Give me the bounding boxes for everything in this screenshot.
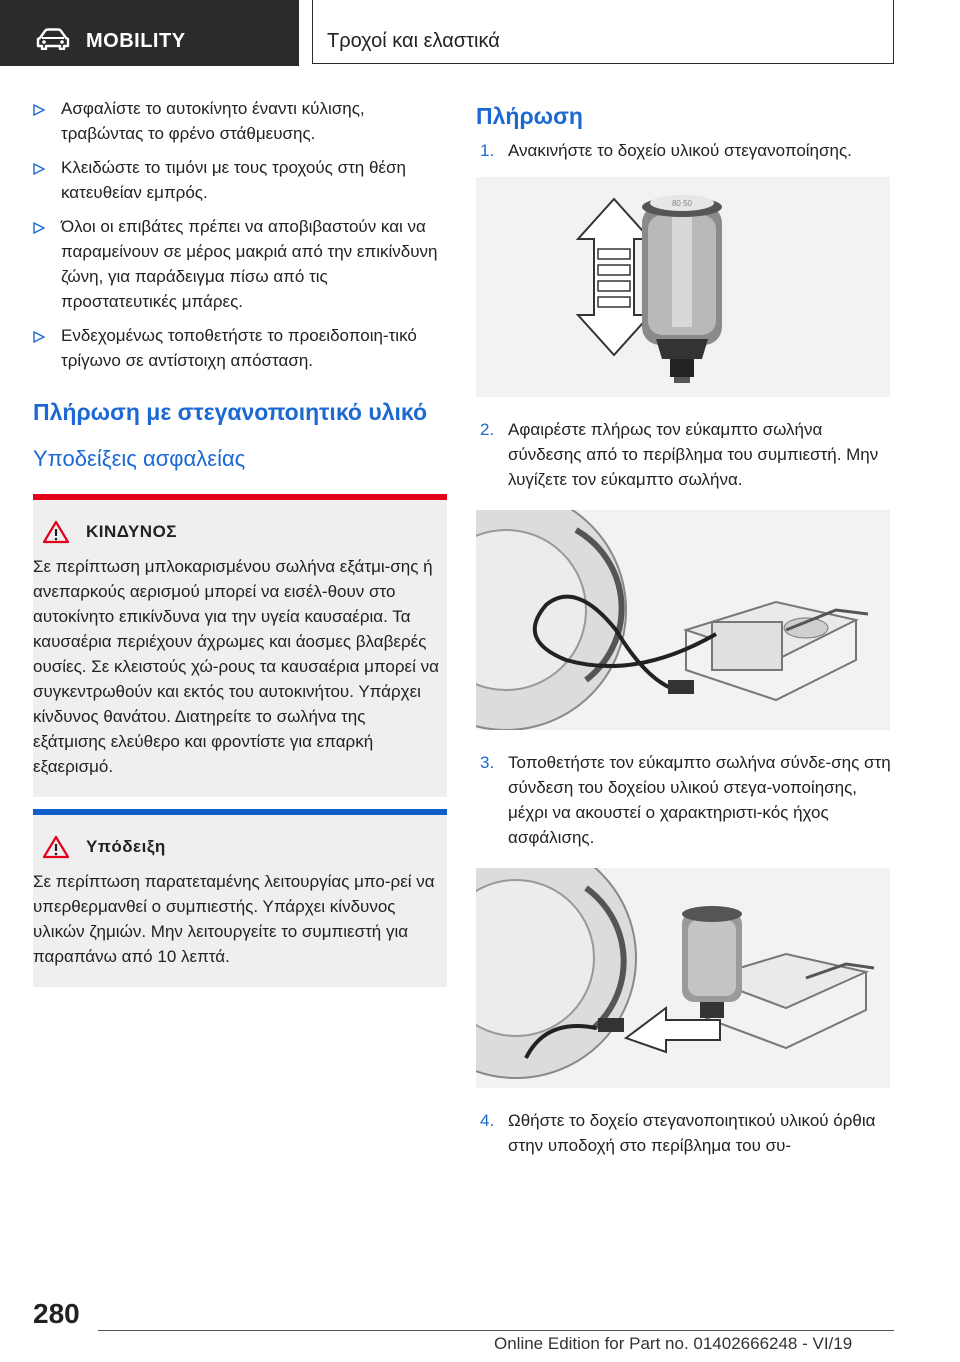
list-item [33,323,447,373]
bottle-label: 80 50 [671,199,693,208]
step-text: Τοποθετήστε τον εύκαμπτο σωλήνα σύνδε-σης στη σύνδεση του δοχείου υλικού στεγα-νοποίησης, μέχρι να ακουστεί ο χαρακτηριστι-κός ήχος ασφάλισης. [508,753,891,847]
note-text: Σε περίπτωση παρατεταμένης λειτουργίας μπο-ρεί να υπερθερμανθεί ο συμπιεστής. Υπάρχει κίνδυνος υλικών ζημιών. Μην λειτουργείτε το συμπιεστή για παραπάνω από 10 λεπτά. [33,872,435,966]
precaution-list [33,96,447,373]
step-item [476,417,892,492]
step-item [476,750,892,850]
list-item-text: Όλοι οι επιβάτες πρέπει να αποβιβαστούν και να παραμείνουν σε μέρος μακριά από την επικίνδυνη ζώνη, για παράδειγμα πίσω από τις προστατευτικές μπάρες. [61,217,438,311]
warning-triangle-icon [42,520,70,544]
list-item-text: Ασφαλίστε το αυτοκίνητο έναντι κύλισης, τραβώντας το φρένο στάθμευσης. [61,99,365,143]
right-column [476,96,892,1158]
warning-triangle-icon [42,835,70,859]
step-text: Αφαιρέστε πλήρως τον εύκαμπτο σωλήνα σύνδεσης από το περίβλημα του συμπιεστή. Μην λυγίζετε τον εύκαμπτο σωλήνα. [508,420,879,489]
top-bar [0,0,960,66]
step-item [476,1108,892,1158]
hose-illustration [476,510,890,730]
step-number: 4. [480,1111,495,1130]
section-tab[interactable] [312,0,894,64]
list-item-text: Κλειδώστε το τιμόνι με τους τροχούς στη θέση κατευθείαν εμπρός. [61,158,406,202]
step-number: 1. [480,141,495,160]
list-item [33,155,447,205]
step-number: 3. [480,753,495,772]
footer-divider [98,1330,894,1331]
list-item-text: Ενδεχομένως τοποθετήστε το προειδοποιη-τικό τρίγωνο σε αντίστοιχη απόσταση. [61,326,417,370]
page-number: 280 [33,1298,80,1329]
note-title: Υπόδειξη [86,837,166,856]
danger-box [33,494,447,797]
step-text: Ανακινήστε το δοχείο υλικού στεγανοποίησης. [508,141,852,160]
list-item [33,214,447,314]
step-text: Ωθήστε το δοχείο στεγανοποιητικού υλικού όρθια στην υποδοχή στο περίβλημα του συ- [508,1111,876,1155]
left-column [33,96,447,987]
section-title: Τροχοί και ελαστικά [327,30,500,52]
filling-heading: Πλήρωση [476,103,583,129]
step-item [476,138,892,163]
triangle-bullet-icon [33,163,45,175]
safety-subheading: Υποδείξεις ασφαλείας [33,446,246,471]
section-heading: Πλήρωση με στεγανοποιητικό υλικό [33,399,427,425]
triangle-bullet-icon [33,331,45,343]
connect-hose-illustration [476,868,890,1088]
danger-title: ΚΙΝΔΥΝΟΣ [86,522,177,541]
triangle-bullet-icon [33,222,45,234]
triangle-bullet-icon [33,104,45,116]
shake-bottle-illustration [476,177,890,397]
danger-text: Σε περίπτωση μπλοκαρισμένου σωλήνα εξάτμι-σης ή ανεπαρκούς αερισμού μπορεί να εισέλ-θουν στο αυτοκίνητο επικίνδυνα για την υγεία καυσαέρια. Τα καυσαέρια περιέχουν άχρωμες και άοσμες βλαβερές ουσίες. Σε κλειστούς χώ-ρους τα καυσαέρια μπορεί να συγκεντρωθούν και εκτός του αυτοκινήτου. Υπάρχει κίνδυνος θανάτου. Διατηρείτε το σωλήνα της εξάτμισης ελεύθερο και φροντίστε για επαρκή εξαερισμό. [33,557,439,776]
list-item [33,96,447,146]
note-box [33,809,447,987]
step-number: 2. [480,420,495,439]
mobility-tab[interactable] [0,0,299,66]
mobility-label: MOBILITY [86,30,186,52]
car-icon [36,28,70,50]
edition-info: Online Edition for Part no. 01402666248 - VI/19 [494,1334,853,1353]
